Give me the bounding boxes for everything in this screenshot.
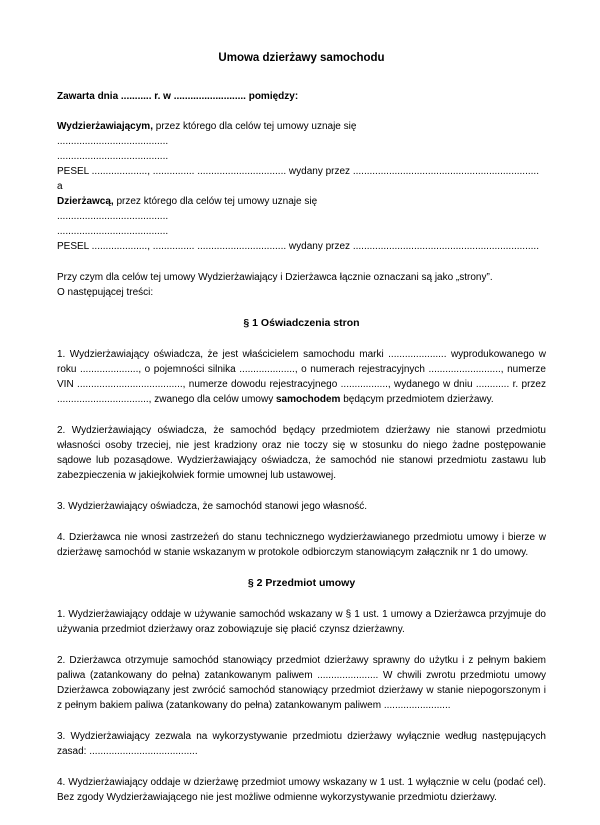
lessor-address-blank-line: ........................................ [57, 151, 169, 162]
s1p1-text-before: 1. Wydzierżawiający oświadcza, że jest właścicielem samochodu marki ..................... wyprodukowanego w roku ....................., o pojemności silnika ...................., o numerach rejestracyjnych .........................., numerze VIN ......................................, numerze dowodu rejestracyjnego ................., wydanego w dniu ............ r. przez ................................., zwanego dla celów umowy [57, 349, 546, 405]
content-note: O następującej treści: [57, 287, 154, 298]
lessee-label: Dzierżawcą, [57, 196, 114, 207]
opening-line: Zawarta dnia ........... r. w .......................... pomiędzy: [57, 91, 299, 102]
lessee-intro-rest: przez którego dla celów tej umowy uznaje się [113, 196, 318, 207]
lessor-block [57, 119, 546, 254]
section-2-paragraph-3: 3. Wydzierżawiający zezwala na wykorzystywanie przedmiotu dzierżawy wyłącznie według następujących zasad: ....................................... [57, 731, 546, 757]
contract-document [57, 0, 546, 805]
section-2-paragraph-2: 2. Dzierżawca otrzymuje samochód stanowiący przedmiot dzierżawy sprawny do użytku i z pełnym bakiem paliwa (zatankowany do pełna) zatankowanym paliwem ...................... W chwili zwrotu przedmiotu umowy Dzierżawca zobowiązany jest zwrócić samochód stanowiący przedmiot dzierżawy w stanie niepogorszonym i z pełnym bakiem paliwa (zatankowany do pełna) zatankowanym paliwem ........................ [57, 655, 546, 711]
section-1-paragraph-3: 3. Wydzierżawiający oświadcza, że samochód stanowi jego własność. [57, 501, 368, 512]
section-1-paragraph-4: 4. Dzierżawca nie wnosi zastrzeżeń do stanu technicznego wydzierżawianego przedmiotu umowy i bierze w dzierżawę samochód w stanie wskazanym w protokole odbiorczym stanowiącym załącznik nr 1 do umowy. [57, 532, 546, 558]
lessee-pesel-line: PESEL ...................., ............... ................................ wydany przez ................................................................... [57, 241, 539, 252]
s1p1-text-after: będącym przedmiotem dzierżawy. [340, 394, 494, 405]
document-title: Umowa dzierżawy samochodu [218, 52, 385, 64]
lessee-name-blank-line: ........................................ [57, 211, 169, 222]
parties-note: Przy czym dla celów tej umowy Wydzierżawiający i Dzierżawca łącznie oznaczani są jako „strony”. [57, 272, 493, 283]
section-1-heading: § 1 Oświadczenia stron [243, 317, 360, 329]
parties-connector: a [57, 181, 63, 192]
section-1-paragraph-2: 2. Wydzierżawiający oświadcza, że samochód będący przedmiotem dzierżawy nie stanowi przedmiotu własności osoby trzeciej, nie jest kradziony oraz nie toczy się w stosunku do niego żadne postępowanie sądowe lub pozasądowe. Wydzierżawiający oświadcza, że samochód nie stanowi przedmiotu zastawu lub zabezpieczenia w jakiejkolwiek formie umownej lub ustawowej. [57, 425, 546, 481]
lessor-name-blank-line: ........................................ [57, 136, 169, 147]
section-2-paragraph-1: 1. Wydzierżawiający oddaje w używanie samochód wskazany w § 1 ust. 1 umowy a Dzierżawca przyjmuje do używania przedmiot dzierżawy oraz zobowiązuje się płacić czynsz dzierżawny. [57, 609, 546, 635]
s1p1-bold-term: samochodem [275, 394, 341, 405]
lessor-pesel-line: PESEL ...................., ............... ................................ wydany przez ................................................................... [57, 166, 539, 177]
lessor-intro-line [57, 119, 546, 134]
section-1-paragraph-1 [57, 347, 546, 407]
section-2-heading: § 2 Przedmiot umowy [247, 577, 356, 589]
lessor-label: Wydzierżawiającym, [57, 121, 153, 132]
section-2-paragraph-4: 4. Wydzierżawiający oddaje w dzierżawę przedmiot umowy wskazany w 1 ust. 1 wyłącznie w celu (podać cel). Bez zgody Wydzierżawiającego nie jest możliwe odmienne wykorzystywanie przedmiotu dzierżawy. [57, 777, 546, 803]
lessee-intro-line [57, 194, 546, 209]
lessee-address-blank-line: ........................................ [57, 226, 169, 237]
parties-note-block [57, 270, 546, 300]
lessor-intro-rest: przez którego dla celów tej umowy uznaje się [152, 121, 357, 132]
